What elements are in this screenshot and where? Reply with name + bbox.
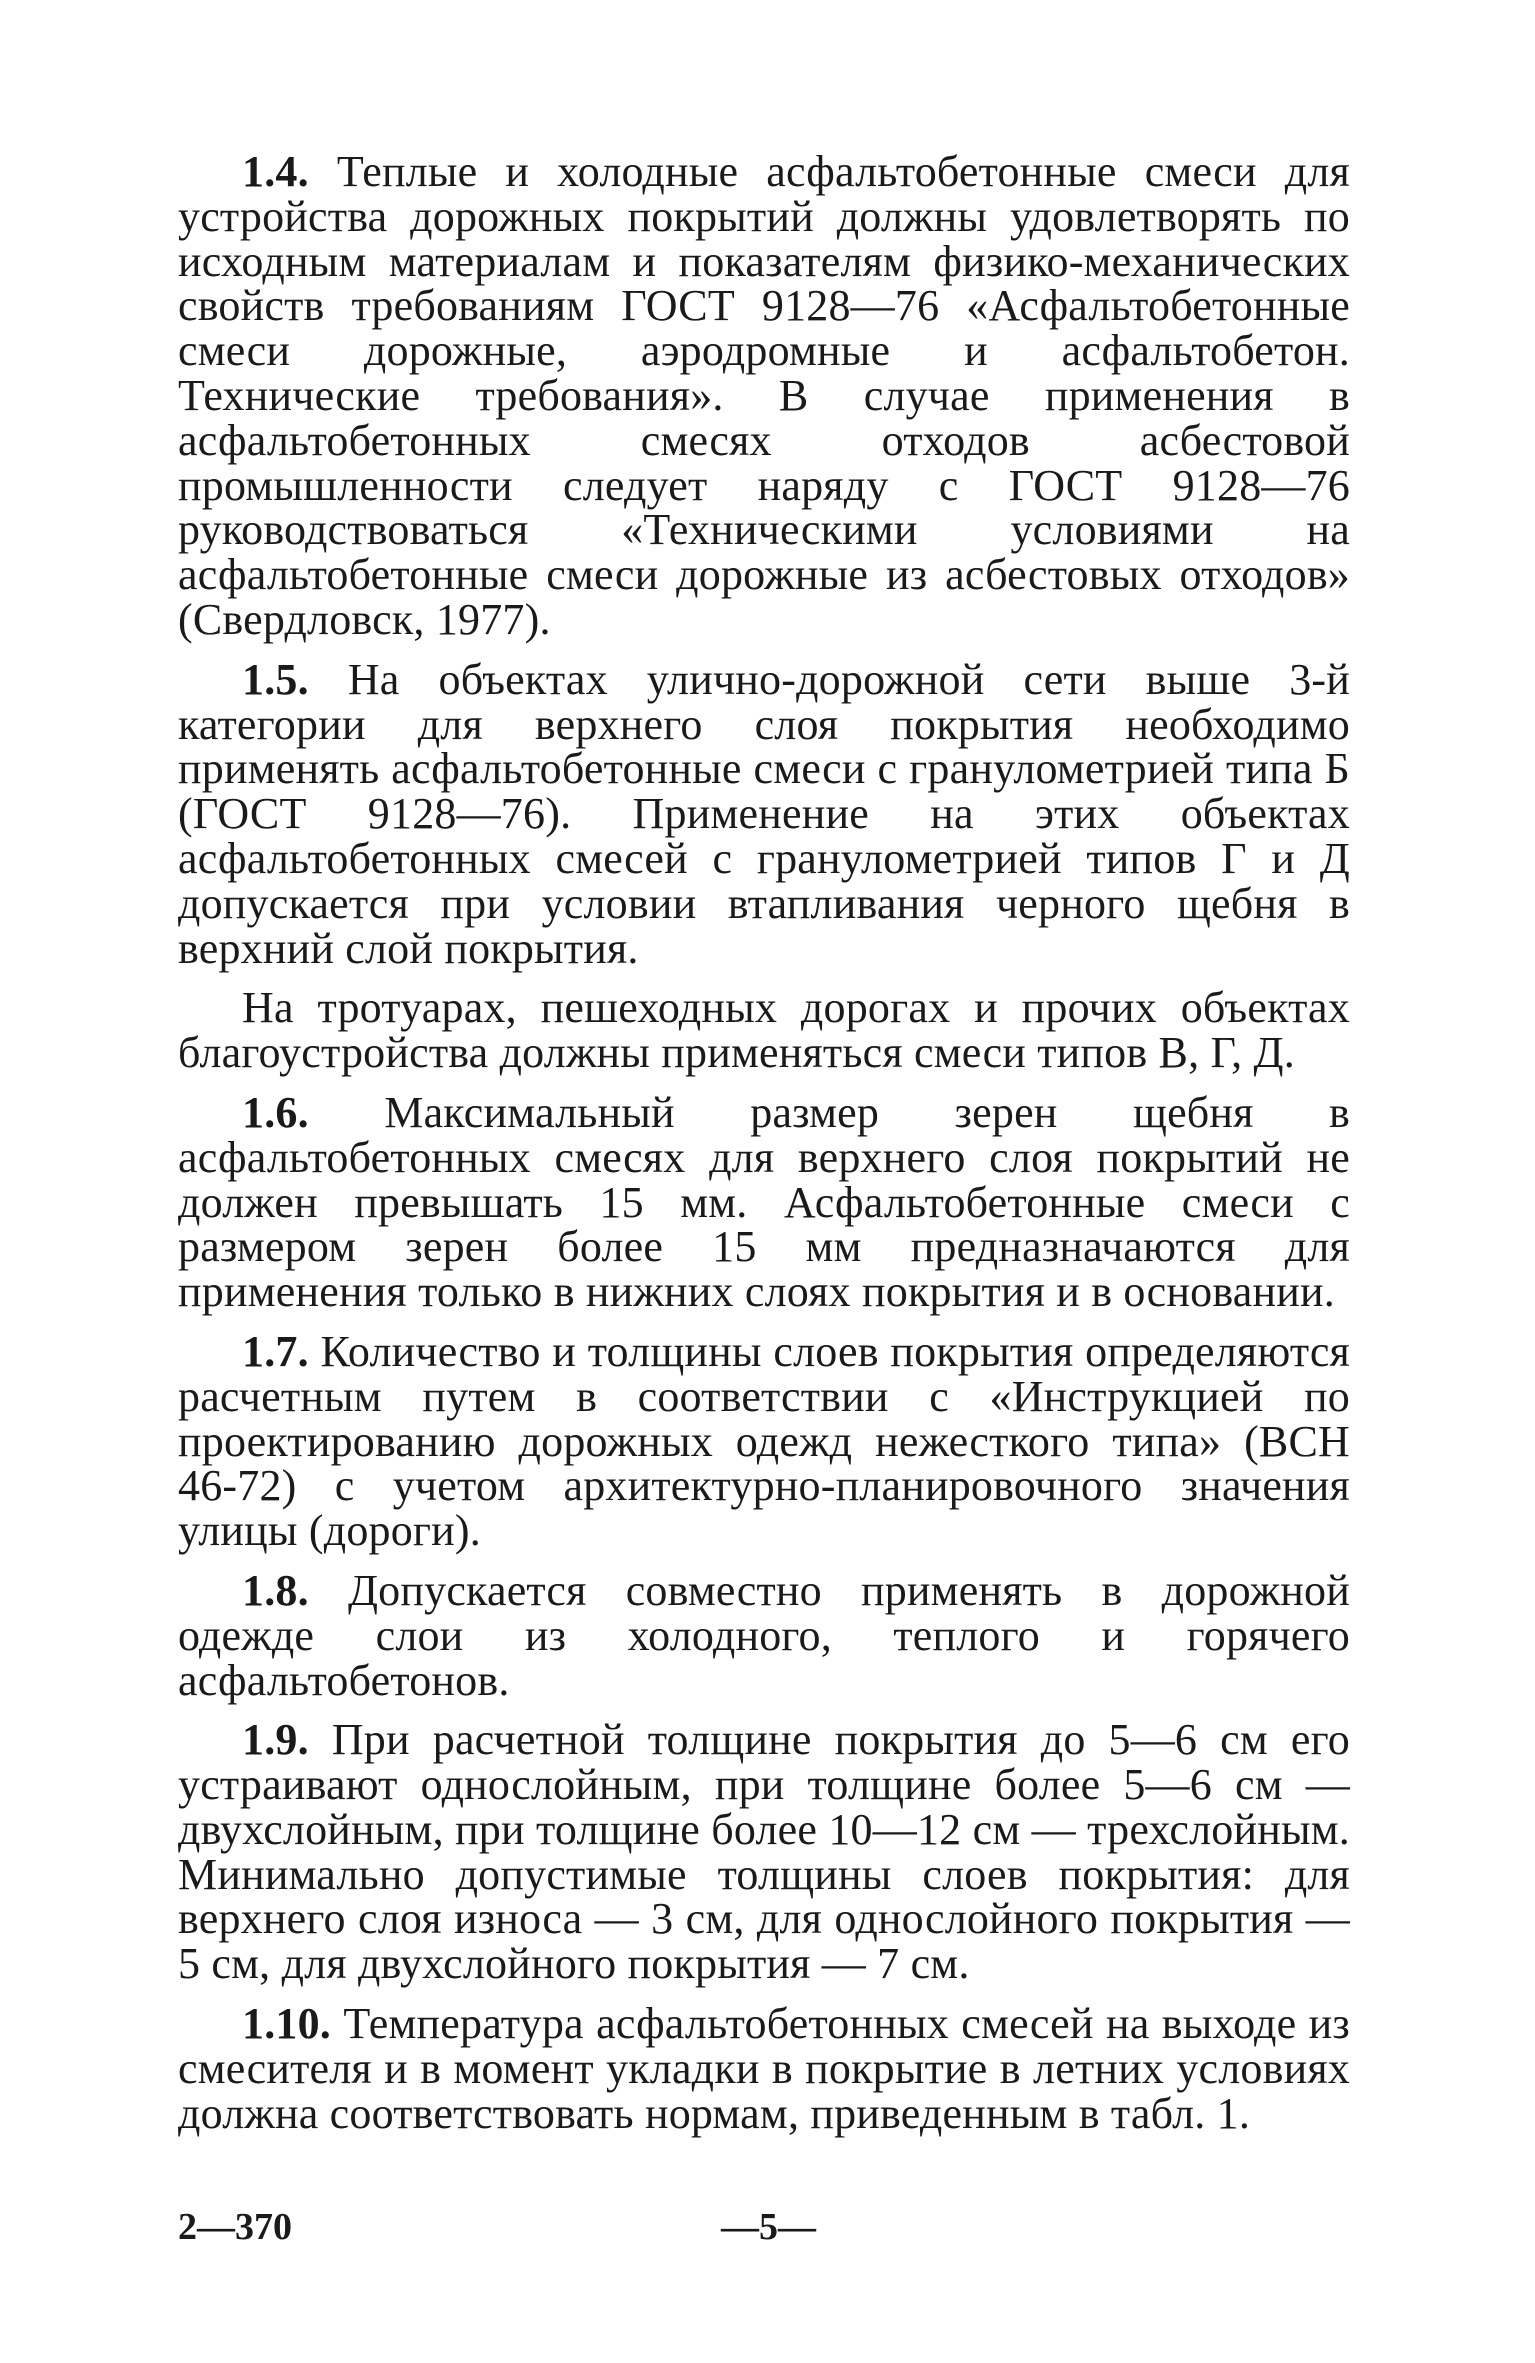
paragraph-1-9 — [178, 1715, 1350, 1989]
clause-number: 1.4. — [242, 147, 309, 196]
paragraph-1-8 — [178, 1565, 1350, 1705]
paragraph-1-4 — [178, 147, 1350, 644]
page-body — [178, 147, 1350, 2138]
clause-number: 1.10. — [242, 1999, 331, 2049]
paragraph-text: Теплые и холодные асфальтобетонные смеси для устройства дорожных покрытий должны удовлетворять по исходным материалам и показателям физико-механических свойств требованиям ГОСТ 9128—76 «Асфальтобетонные смеси дорожные, аэродромные и асфальтобетон. Технические требования». В случае применения в асфальтобетонных смесях отходов асбестовой промышленности следует наряду с ГОСТ 9128—76 руководствоваться «Техническими условиями на асфальтобетонные смеси дорожные из асбестовых отходов» (Свердловск, 1977). — [178, 147, 1350, 644]
clause-number: 1.8. — [242, 1565, 309, 1615]
paragraph-text: Количество и толщины слоев покрытия определяются расчетным путем в соответствии с «Инструкцией по проектированию дорожных одежд нежесткого типа» (ВСН 46-72) с учетом архитектурно-планировочного значения улицы (дороги). — [178, 1326, 1350, 1556]
clause-number: 1.6. — [242, 1087, 309, 1137]
paragraph-1-7 — [178, 1326, 1350, 1556]
paragraph-1-10 — [178, 1999, 1350, 2138]
clause-number: 1.7. — [242, 1326, 309, 1376]
paragraph-text: Допускается совместно применять в дорожной одежде слои из холодного, теплого и горячего асфальтобетонов. — [178, 1565, 1350, 1705]
paragraph-text: При расчетной толщине покрытия до 5—6 см его устраивают однослойным, при толщине более 5—6 см — двухслойным, при толщине более 10—12 см — трехслойным. Минимально допустимые толщины слоев покрытия: для верхнего слоя износа — 3 см, для однослойного покрытия — 5 см, для двухслойного покрытия — 7 см. — [178, 1715, 1350, 1989]
paragraph-1-5-continued — [178, 983, 1350, 1078]
page-footer — [178, 2205, 1350, 2255]
paragraph-text: Температура асфальтобетонных смесей на выходе из смесителя и в момент укладки в покрытие в летних условиях должна соответствовать нормам, приведенным в табл. 1. — [178, 1999, 1350, 2138]
paragraph-text: На тротуарах, пешеходных дорогах и прочих объектах благоустройства должны применяться смеси типов В, Г, Д. — [178, 983, 1350, 1078]
paragraph-1-5 — [178, 654, 1350, 973]
printer-signature: 2—370 — [178, 2206, 292, 2248]
paragraph-text: На объектах улично-дорожной сети выше 3-й категории для верхнего слоя покрытия необходимо применять асфальтобетонные смеси с гранулометрией типа Б (ГОСТ 9128—76). Применение на этих объектах асфальтобетонных смесей с гранулометрией типов Г и Д допускается при условии втапливания черного щебня в верхний слой покрытия. — [178, 654, 1350, 973]
clause-number: 1.9. — [242, 1715, 309, 1765]
page-number: —5— — [721, 2206, 816, 2248]
paragraph-text: Максимальный размер зерен щебня в асфальтобетонных смесях для верхнего слоя покрытий не должен превышать 15 мм. Асфальтобетонные смеси с размером зерен более 15 мм предназначаются для применения только в нижних слоях покрытия и в основании. — [178, 1087, 1350, 1317]
clause-number: 1.5. — [242, 654, 309, 704]
paragraph-1-6 — [178, 1087, 1350, 1317]
